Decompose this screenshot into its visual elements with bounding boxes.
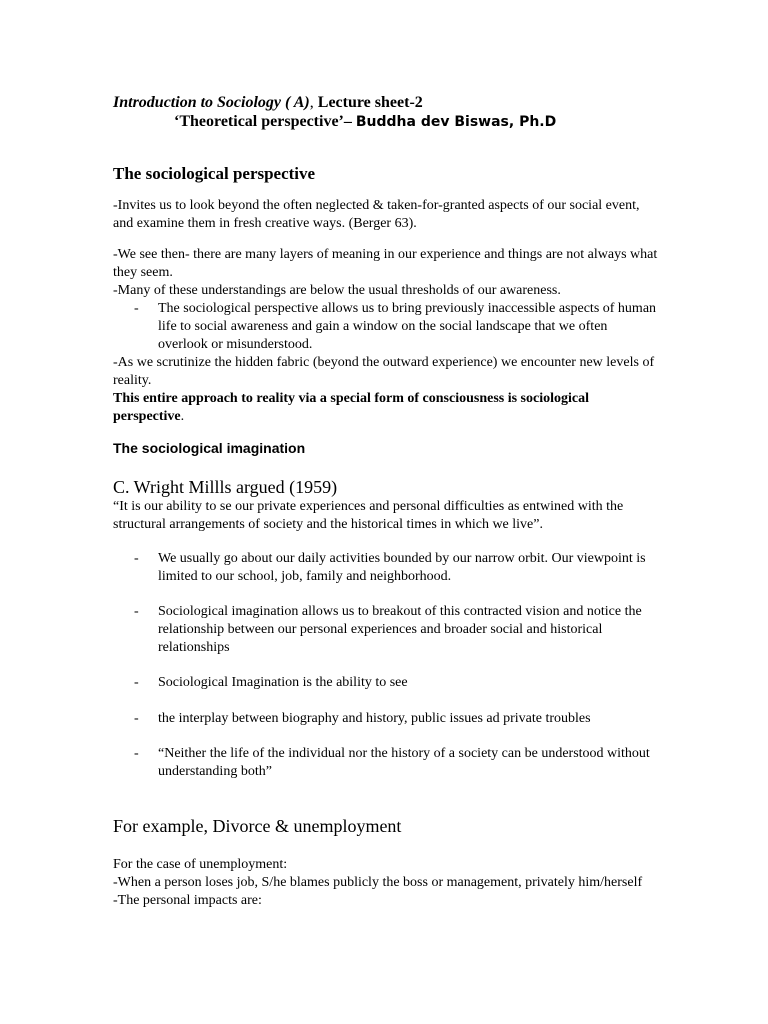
topic-title: ‘Theoretical perspective’– — [174, 113, 356, 130]
list-item — [113, 710, 658, 728]
section-heading-example: For example, Divorce & unemployment — [113, 816, 402, 836]
list-item-text: “Neither the life of the individual nor the history of a society can be understood without understanding both” — [158, 746, 650, 779]
subheading-mills: C. Wright Millls argued (1959) — [113, 477, 338, 497]
bold-statement-text: This entire approach to reality via a special form of consciousness is sociological perspective — [113, 391, 589, 424]
list-dash: - — [134, 551, 139, 566]
bold-statement — [113, 390, 658, 426]
paragraph: -Many of these understandings are below the usual thresholds of our awareness. — [113, 283, 561, 298]
paragraph: -Invites us to look beyond the often neglected & taken-for-granted aspects of our social event, and examine them in fresh creative ways. (Berger 63). — [113, 198, 640, 231]
list-item — [113, 745, 658, 781]
list-dash: - — [134, 604, 139, 619]
list-dash: - — [134, 746, 139, 761]
list-item — [113, 300, 658, 354]
paragraph: -We see then- there are many layers of meaning in our experience and things are not always what they seem. — [113, 247, 658, 280]
title-separator: , — [309, 94, 314, 111]
list-dash: - — [134, 711, 139, 726]
document-subtitle — [113, 112, 658, 132]
paragraph: For the case of unemployment: — [113, 857, 288, 872]
author-name: Buddha dev Biswas, Ph.D — [355, 114, 557, 130]
list-item-text: Sociological Imagination is the ability to see — [158, 675, 408, 690]
list-item — [113, 550, 658, 586]
list-item-text: Sociological imagination allows us to breakout of this contracted vision and notice the relationship between our personal experiences and broader social and historical relationships — [158, 604, 642, 655]
section-heading-perspective: The sociological perspective — [113, 164, 316, 183]
list-dash: - — [134, 675, 139, 690]
list-item-text: We usually go about our daily activities bounded by our narrow orbit. Our viewpoint is limited to our school, job, family and neighborhood. — [158, 551, 646, 584]
list-item — [113, 603, 658, 657]
lecture-sheet-label: Lecture sheet-2 — [313, 94, 423, 111]
paragraph: -The personal impacts are: — [113, 893, 262, 908]
list-item-text: the interplay between biography and history, public issues ad private troubles — [158, 711, 591, 726]
list-dash: - — [134, 301, 139, 316]
section-heading-imagination: The sociological imagination — [113, 440, 306, 456]
bold-statement-tail: . — [180, 409, 185, 424]
paragraph: -When a person loses job, S/he blames publicly the boss or management, privately him/herself — [113, 875, 643, 890]
mills-quote: “It is our ability to se our private experiences and personal difficulties as entwined with the structural arrangements of society and the historical times in which we live”. — [113, 499, 624, 532]
list-item — [113, 674, 658, 692]
paragraph: -As we scrutinize the hidden fabric (beyond the outward experience) we encounter new levels of reality. — [113, 355, 655, 388]
course-title: Introduction to Sociology ( A) — [113, 94, 310, 111]
document-page — [113, 93, 658, 910]
list-item-text: The sociological perspective allows us to bring previously inaccessible aspects of human life to social awareness and gain a window on the social landscape that we often overlook or misunderstood. — [158, 301, 657, 352]
document-title — [113, 93, 658, 112]
